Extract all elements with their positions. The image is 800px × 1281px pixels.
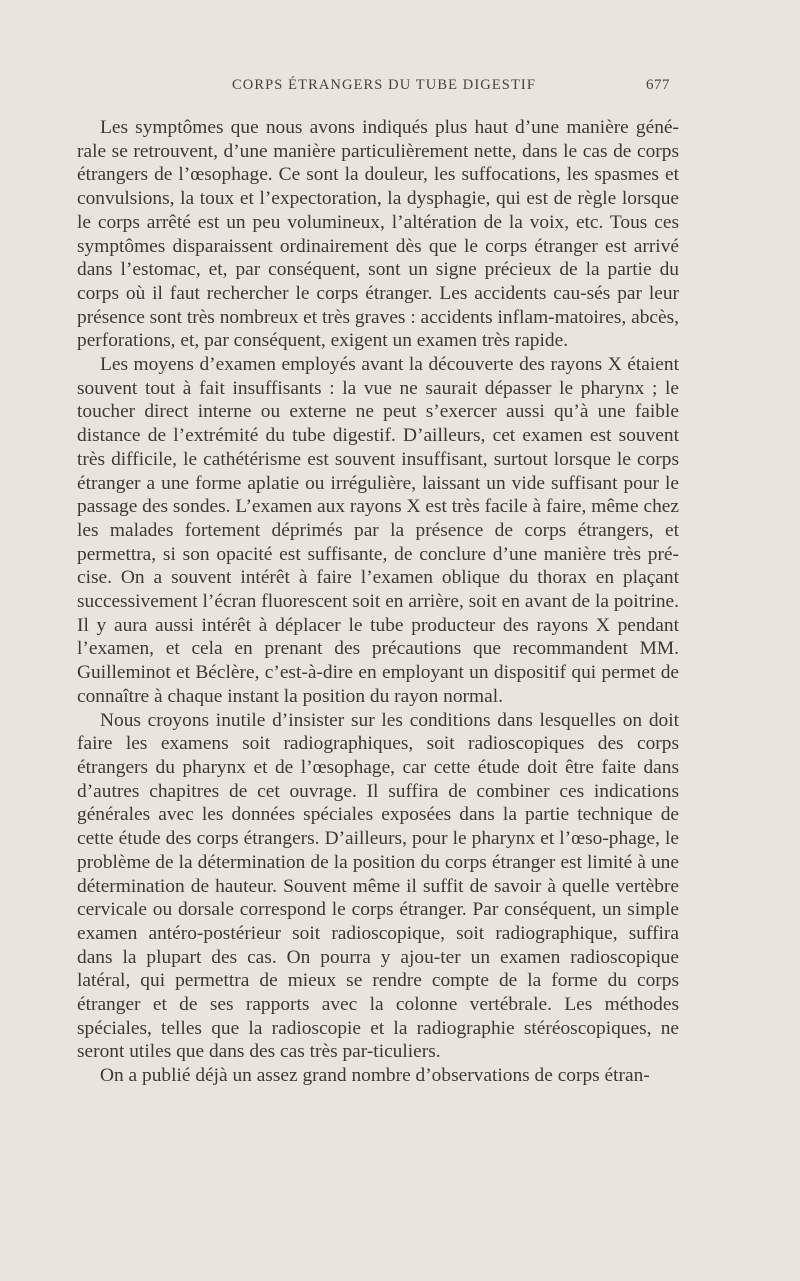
running-title: CORPS ÉTRANGERS DU TUBE DIGESTIF (232, 77, 537, 93)
paragraph-observations: On a publié déjà un assez grand nombre d’observations de corps étran- (100, 1065, 650, 1087)
running-header (0, 77, 800, 97)
paragraph-examination-conditions: Nous croyons inutile d’insister sur les conditions dans lesquelles on doit faire les examens soit radiographiques, soit radioscopiques des corps étrangers du pharynx et de l’œsophage, car cette étude doit être faite dans d’autres chapitres de cet ouvrage. Il suffira de combiner ces indications générales avec les données spéciales exposées dans la partie technique de cette étude des corps étrangers. D’ailleurs, pour le pharynx et l’œso-phage, le problème de la détermination de la position du corps étranger est limité à une détermination de hauteur. Souvent même il suffit de savoir à quelle vertèbre cervicale ou dorsale correspond le corps étranger. Par conséquent, un simple examen antéro-postérieur soit radioscopique, soit radiographique, suffira dans la plupart des cas. On pourra y ajou-ter un examen radioscopique latéral, qui permettra de mieux se rendre compte de la forme du corps étranger et de ses rapports avec la colonne vertébrale. Les méthodes spéciales, telles que la radioscopie et la radiographie stéréoscopiques, ne seront utiles que dans des cas très par-ticuliers. (77, 709, 679, 1063)
body-text (77, 116, 679, 1088)
page-number: 677 (646, 77, 670, 93)
paragraph-symptoms: Les symptômes que nous avons indiqués plus haut d’une manière géné-rale se retrouvent, d’une manière particulièrement nette, dans le cas de corps étrangers de l’œsophage. Ce sont la douleur, les suffocations, les spasmes et convulsions, la toux et l’expectoration, la dysphagie, qui est de règle lorsque le corps arrêté est un peu volumineux, l’altération de la voix, etc. Tous ces symptômes disparaissent ordinairement dès que le corps étranger est arrivé dans l’estomac, et, par conséquent, sont un signe précieux de la partie du corps où il faut rechercher le corps étranger. Les accidents cau-sés par leur présence sont très nombreux et très graves : accidents inflam-matoires, abcès, perforations, et, par conséquent, exigent un examen très rapide. (77, 117, 679, 352)
paragraph-examination-means: Les moyens d’examen employés avant la découverte des rayons X étaient souvent tout à fait insuffisants : la vue ne saurait dépasser le pharynx ; le toucher direct interne ou externe ne peut s’exercer aussi qu’à une faible distance de l’extrémité du tube digestif. D’ailleurs, cet examen est souvent très difficile, le cathétérisme est souvent insuffisant, surtout lorsque le corps étranger a une forme aplatie ou irrégulière, laissant un vide suffisant pour le passage des sondes. L’examen aux rayons X est très facile à faire, même chez les malades fortement déprimés par la présence de corps étrangers, et permettra, si son opacité est suffisante, de conclure d’une manière très pré-cise. On a souvent intérêt à faire l’examen oblique du thorax en plaçant successivement l’écran fluorescent soit en arrière, soit en avant de la poitrine. Il y aura aussi intérêt à déplacer le tube producteur des rayons X pendant l’examen, et cela en prenant des précautions que recommandent MM. Guilleminot et Béclère, c’est-à-dire en employant un dispositif qui permet de connaître à chaque instant la position du rayon normal. (77, 354, 679, 707)
